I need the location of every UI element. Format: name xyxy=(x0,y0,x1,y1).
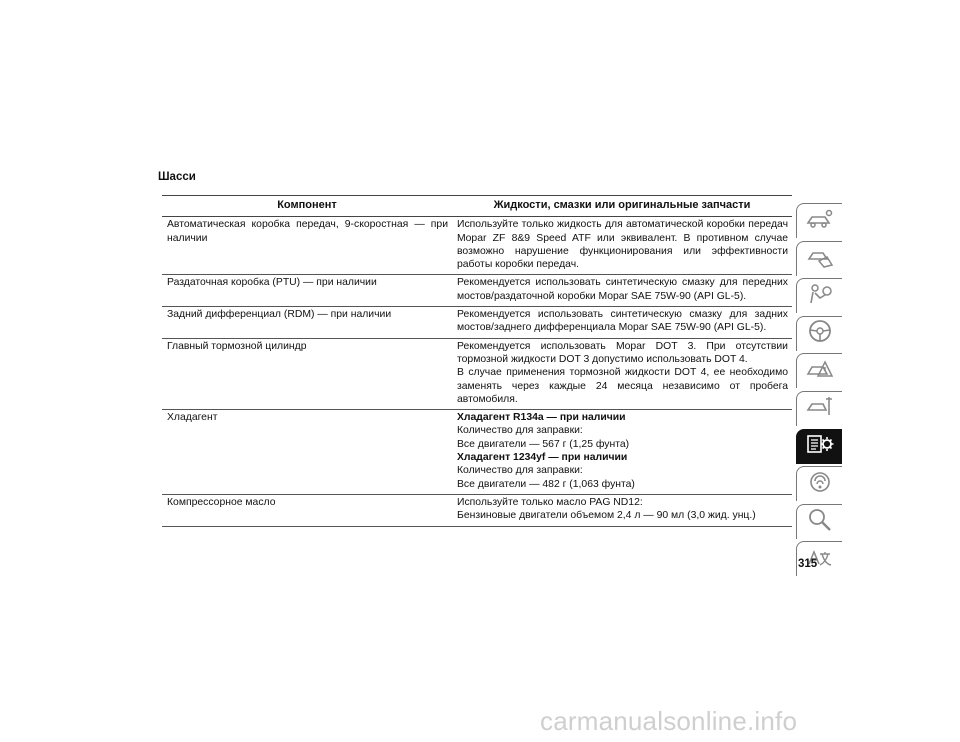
chapter-tab-car-service[interactable] xyxy=(796,391,842,426)
spec-text: Рекомендуется использовать синтетическую смазку для передних мостов/раздаточной коробки Mopar SAE 75W-90 (API GL-5). xyxy=(457,277,788,302)
car-controls-icon xyxy=(805,243,835,274)
search-icon xyxy=(805,506,835,537)
chapter-tab-safety-airbag[interactable] xyxy=(796,278,842,313)
specification-cell xyxy=(452,275,792,307)
multimedia-icon xyxy=(805,469,835,500)
spec-text: Используйте только масло PAG ND12: xyxy=(457,496,643,508)
header-fluids: Жидкости, смазки или оригинальные запчасти xyxy=(452,196,792,217)
spec-text: В случае применения тормозной жидкости DOT 4, ее необходимо заменять через каждые 24 месяца независимо от пробега автомобиля. xyxy=(457,367,788,405)
page-number: 315 xyxy=(798,558,818,570)
spec-heading: Хладагент R134a — при наличии xyxy=(457,412,626,424)
steering-wheel-icon xyxy=(805,318,835,349)
chapter-sidebar xyxy=(796,203,842,579)
table-row xyxy=(162,307,792,339)
chapter-tab-roadside-emergency[interactable] xyxy=(796,353,842,388)
chapter-tab-steering-wheel[interactable] xyxy=(796,316,842,351)
component-cell: Задний дифференциал (RDM) — при наличии xyxy=(162,307,452,339)
car-key-icon xyxy=(805,206,835,237)
chapter-tab-search[interactable] xyxy=(796,504,842,539)
technical-specifications-icon xyxy=(805,431,835,462)
chapter-tab-multimedia[interactable] xyxy=(796,466,842,501)
table-row xyxy=(162,338,792,409)
chapter-tab-car-key[interactable] xyxy=(796,203,842,238)
table-header-row xyxy=(162,196,792,217)
spec-text: Бензиновые двигатели объемом 2,4 л — 90 мл (3,0 жид. унц.) xyxy=(457,510,756,522)
spec-text: Рекомендуется использовать синтетическую смазку для задних мостов/заднего дифференциала Mopar SAE 75W-90 (API GL-5). xyxy=(457,309,788,334)
watermark: carmanualsonline.info xyxy=(540,706,798,736)
spec-text: Все двигатели — 567 г (1,25 фунта) xyxy=(457,438,630,450)
chapter-tab-car-controls[interactable] xyxy=(796,241,842,276)
specification-cell xyxy=(452,307,792,339)
safety-airbag-icon xyxy=(805,281,835,312)
specification-cell xyxy=(452,494,792,526)
specification-cell xyxy=(452,410,792,495)
table-body xyxy=(162,217,792,526)
spec-text: Количество для заправки: xyxy=(457,465,583,477)
header-component: Компонент xyxy=(162,196,452,217)
roadside-emergency-icon xyxy=(805,356,835,387)
specifications-table xyxy=(162,195,792,527)
spec-text: Количество для заправки: xyxy=(457,425,583,437)
chapter-tab-technical-specifications[interactable] xyxy=(796,429,842,464)
spec-text: Используйте только жидкость для автоматической коробки передач Mopar ZF 8&9 Speed ATF или эквивалент. В противном случае возможно нарушение функционирования или эффективности работы коробки передач. xyxy=(457,219,788,271)
spec-heading: Хладагент 1234yf — при наличии xyxy=(457,452,628,464)
component-cell: Главный тормозной цилиндр xyxy=(162,338,452,409)
table-row xyxy=(162,410,792,495)
component-cell: Хладагент xyxy=(162,410,452,495)
component-cell: Компрессорное масло xyxy=(162,494,452,526)
component-cell: Раздаточная коробка (PTU) — при наличии xyxy=(162,275,452,307)
component-cell: Автоматическая коробка передач, 9-скоростная — при наличии xyxy=(162,217,452,275)
specification-cell xyxy=(452,338,792,409)
spec-text: Все двигатели — 482 г (1,063 фунта) xyxy=(457,478,635,490)
table-row xyxy=(162,275,792,307)
section-title: Шасси xyxy=(158,171,196,183)
car-service-icon xyxy=(805,393,835,424)
table-row xyxy=(162,494,792,526)
table-row xyxy=(162,217,792,275)
spec-text: Рекомендуется использовать Mopar DOT 3. При отсутствии тормозной жидкости DOT 3 допустимо использовать DOT 4. xyxy=(457,340,788,365)
specification-cell xyxy=(452,217,792,275)
